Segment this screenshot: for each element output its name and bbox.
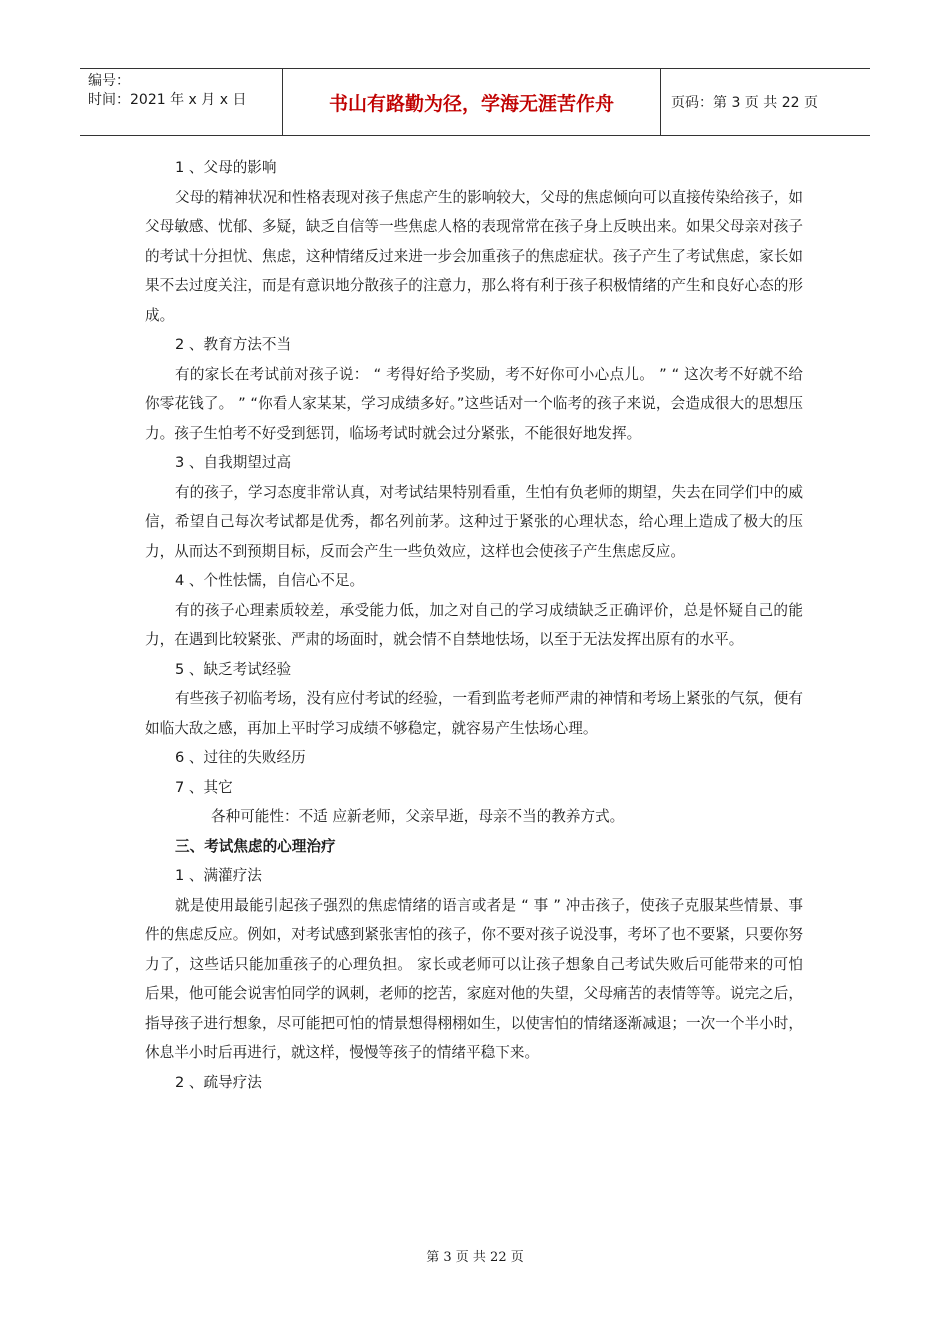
paragraph: 有的家长在考试前对孩子说： “ 考得好给予奖励，考不好你可小心点儿。 ” “ 这次考不好就不给你零花钱了。 ” “你看人家某某，学习成绩多好。”这些话对一个临考的孩子来说，会造成很大的思想压力。孩子生怕考不好受到惩罚，临场考试时就会过分紧张，不能很好地发挥。 xyxy=(145,365,803,442)
subheading: 7 、其它 xyxy=(175,778,233,796)
subheading: 1 、满灌疗法 xyxy=(175,867,262,884)
header-page-cell xyxy=(661,69,870,135)
paragraph: 各种可能性：不适 应新老师，父亲早逝，母亲不当的教养方式。 xyxy=(211,808,625,825)
paragraph: 有的孩子，学习态度非常认真，对考试结果特别看重，生怕有负老师的期望，失去在同学们中的威信，希望自己每次考试都是优秀，都名列前茅。这种过于紧张的心理状态，给心理上造成了极大的压力，从而达不到预期目标，反而会产生一些负效应，这样也会使孩子产生焦虑反应。 xyxy=(145,483,803,560)
header-motto-cell xyxy=(283,69,661,135)
section-heading: 三、考试焦虑的心理治疗 xyxy=(175,837,336,855)
paragraph: 有的孩子心理素质较差，承受能力低，加之对自己的学习成绩缺乏正确评价，总是怀疑自己的能力，在遇到比较紧张、严肃的场面时，就会情不自禁地怯场，以至于无法发挥出原有的水平。 xyxy=(145,601,803,648)
subheading: 1 、父母的影响 xyxy=(175,159,277,176)
subheading: 5 、缺乏考试经验 xyxy=(175,660,292,678)
header-motto: 书山有路勤为径，学海无涯苦作舟 xyxy=(328,92,614,115)
header-info-cell xyxy=(80,69,283,135)
page-header xyxy=(80,68,870,136)
subheading: 2 、教育方法不当 xyxy=(175,336,292,353)
document-code-label: 编号： xyxy=(88,73,130,89)
paragraph: 就是使用最能引起孩子强烈的焦虑情绪的语言或者是 “ 事 ” 冲击孩子，使孩子克服某些情景、事件的焦虑反应。例如，对考试感到紧张害怕的孩子，你不要对孩子说没事，考坏了也不要紧，只要你努力了，这些话只能加重孩子的心理负担。 家长或老师可以让孩子想象自己考试失败后可能带来的可怕后果，他可能会说害怕同学的讽刺，老师的挖苦，家庭对他的失望，父母痛苦的表情等等。说完之后，指导孩子进行想象，尽可能把可怕的情景想得栩栩如生，以使害怕的情绪逐渐减退；一次一个半小时，休息半小时后再进行，就这样，慢慢等孩子的情绪平稳下来。 xyxy=(145,896,803,1061)
document-date-label: 时间：2021 年 x 月 x 日 xyxy=(88,92,247,108)
header-page-number: 页码：第 3 页 共 22 页 xyxy=(671,95,818,111)
paragraph: 有些孩子初临考场，没有应付考试的经验，一看到监考老师严肃的神情和考场上紧张的气氛，便有如临大敌之感，再加上平时学习成绩不够稳定，就容易产生怯场心理。 xyxy=(145,690,803,737)
page-footer: 第 3 页 共 22 页 xyxy=(426,1250,524,1265)
paragraph: 父母的精神状况和性格表现对孩子焦虑产生的影响较大，父母的焦虑倾向可以直接传染给孩子，如父母敏感、忧郁、多疑，缺乏自信等一些焦虑人格的表现常常在孩子身上反映出来。如果父母亲对孩子的考试十分担忧、焦虑，这种情绪反过来进一步会加重孩子的焦虑症状。孩子产生了考试焦虑，家长如果不去过度关注，而是有意识地分散孩子的注意力，那么将有利于孩子积极情绪的产生和良好心态的形成。 xyxy=(145,188,803,324)
subheading: 2 、疏导疗法 xyxy=(175,1073,262,1091)
subheading: 3 、自我期望过高 xyxy=(175,454,292,471)
subheading: 4 、个性怯懦，自信心不足。 xyxy=(175,572,365,589)
subheading: 6 、过往的失败经历 xyxy=(175,749,306,766)
document-body xyxy=(145,153,803,1097)
